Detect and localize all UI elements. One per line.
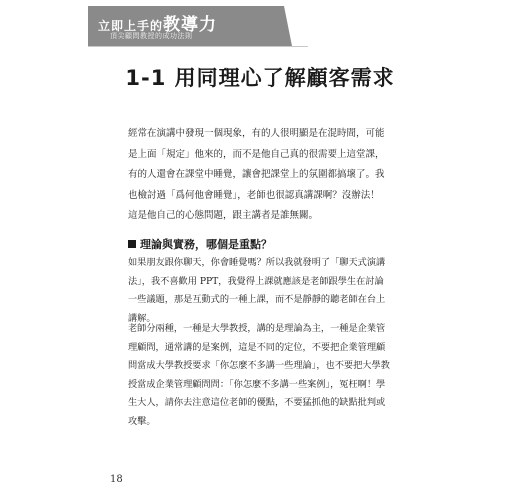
body-paragraph: 如果朋友跟你聊天，你會睡覺嗎？所以我就發明了「聊天式演講法」，我不喜歡用 PPT，我覺得上課就應該是老師跟學生在討論一些議題，那是互動式的一種上課，而不是靜靜的聽老師在台上講解。 (128, 257, 386, 324)
header-title-prefix: 立即上手的 (98, 19, 164, 33)
chapter-title: 1-1 用同理心了解顧客需求 (125, 66, 395, 90)
page-number: 18 (110, 474, 123, 485)
body-paragraph: 老師分兩種，一種是大學教授，講的是理論為主，一種是企業管理顧問，通常講的是案例，這是不同的定位，不要把企業管理顧問當成大學教授要求「你怎麼不多講一些理論」，也不要把大學教授當成企業管理顧問問：「你怎麼不多講一些案例」，冤枉啊！學生大人，請你去注意這位老師的優點，不要猛抓他的缺點批判或攻擊。 (128, 323, 390, 427)
square-bullet-icon (128, 240, 136, 248)
intro-paragraph: 經常在演講中發現一個現象，有的人很明顯是在混時間，可能是上面「規定」他來的，而不是他自己真的很需要上這堂課，有的人還會在課堂中睡覺，讓會把課堂上的氛圍都搞壞了。我也檢討過「爲何他會睡覺」，老師也很認真講課啊？沒辦法！這是他自己的心態問題，跟主講者是誰無關。 (128, 128, 385, 221)
header-title-main: 教導力 (163, 15, 218, 35)
running-header-subtitle: 頂尖顧問教授的成功法則 (110, 32, 193, 40)
section-heading-text: 理論與實務，哪個是重點？ (140, 238, 272, 251)
section-heading (128, 236, 398, 252)
header-divider (88, 46, 308, 47)
